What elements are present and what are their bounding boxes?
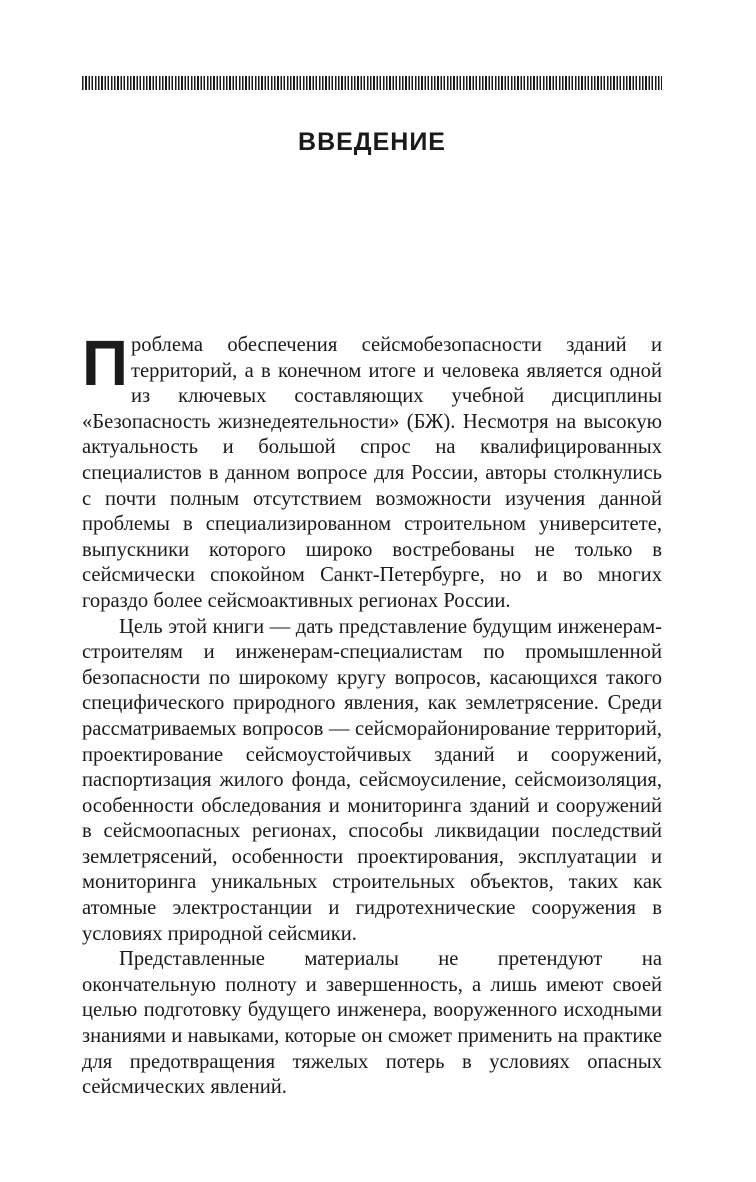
paragraph-3: Представленные материалы не претендуют на окончательную полноту и завершенность, а лишь имеют своей целью подготовку будущего инженера, вооруженного исходными знаниями и навыками, которые он сможет применить на практике для предотвращения тяжелых потерь в условиях опасных сейсмических явлений.: [82, 948, 662, 1099]
paragraph-1-text: роблема обеспечения сейсмобезопасности зданий и территорий, а в конечном итоге и человека является одной из ключевых составляющих учебной дисциплины «Безопасность жизнедеятельности» (БЖ). Несмотря на высокую актуальность и большой спрос на квалифицированных специалистов в данном вопросе для России, авторы столкнулись с почти полным отсутствием возможности изучения данной проблемы в специализированном строительном университете, выпускники которого широко востребованы не только в сейсмически спокойном Санкт-Петербурге, но и во многих гораздо более сейсмоактивных регионах России.: [82, 334, 662, 612]
chapter-title: ВВЕДЕНИЕ: [298, 128, 446, 156]
chapter-body: [82, 327, 662, 1101]
drop-cap: П: [82, 327, 128, 399]
header-ornament-rule: [82, 76, 662, 90]
paragraph-2: Цель этой книги — дать представление будущим инженерам-строителям и инженерам-специалистам по промышленной безопасности по широкому кругу вопросов, касающихся такого специфического природного явления, как землетрясение. Среди рассматриваемых вопросов — сейсморайонирование территорий, проектирование сейсмоустойчивых зданий и сооружений, паспортизация жилого фонда, сейсмоусиление, сейсмоизоляция, особенности обследования и мониторинга зданий и сооружений в сейсмоопасных регионах, способы ликвидации последствий землетрясений, особенности проектирования, эксплуатации и мониторинга уникальных строительных объектов, таких как атомные электростанции и гидротехнические сооружения в условиях природной сейсмики.: [82, 615, 662, 945]
paragraph-1: [82, 327, 662, 615]
